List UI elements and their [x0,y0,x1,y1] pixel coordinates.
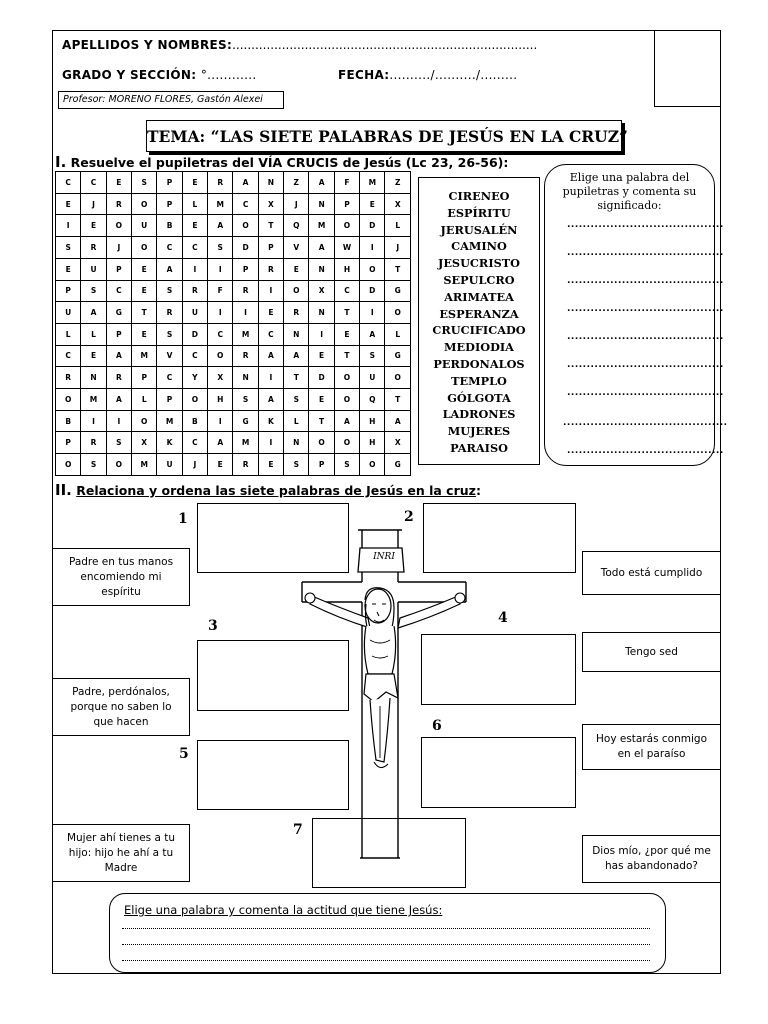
number-2: 2 [404,509,414,525]
grid-cell[interactable]: O [208,345,233,367]
word-item: ESPERANZA [439,306,519,321]
grid-cell[interactable]: A [360,323,385,345]
number-3: 3 [208,618,218,634]
elige-box [544,164,728,466]
grid-cell[interactable]: E [309,389,334,411]
grid-cell[interactable]: I [106,410,131,432]
photo-box [654,30,721,107]
grid-cell[interactable]: C [182,345,207,367]
grid-cell[interactable]: E [284,258,309,280]
grid-row [56,454,411,476]
word-search-grid [55,171,411,476]
grid-cell[interactable]: F [208,280,233,302]
word-item: GÓLGOTA [447,390,511,405]
grid-cell[interactable]: S [284,389,309,411]
grid-row [56,302,411,324]
apellidos-label: APELLIDOS Y NOMBRES: [62,38,233,52]
bottom-instruction: Elige una palabra y comenta la actitud que tiene Jesús: [124,903,443,917]
grid-row [56,258,411,280]
grid-row [56,432,411,454]
word-list-box [418,177,540,465]
grado-field [62,68,257,82]
number-4: 4 [498,610,508,626]
answer-box-4[interactable] [421,634,576,705]
grado-value: °............ [200,68,257,82]
phrase-cumplido: Todo está cumplido [582,551,721,595]
inri-sign-text: INRI [373,552,395,562]
grid-cell[interactable]: D [182,323,207,345]
grid-cell[interactable]: O [132,410,157,432]
grid-cell[interactable]: R [233,280,258,302]
grid-cell[interactable]: C [208,323,233,345]
grid-cell[interactable]: S [157,323,182,345]
word-item: SEPULCRO [443,272,515,287]
grid-cell[interactable]: C [157,237,182,259]
grid-cell[interactable]: P [106,258,131,280]
grid-cell[interactable]: E [258,302,283,324]
grid-cell[interactable]: O [56,389,81,411]
number-7: 7 [293,822,303,838]
grid-cell[interactable]: I [360,302,385,324]
elige-line[interactable]: ........................................ [567,304,724,314]
grid-cell[interactable]: X [385,193,411,215]
apellidos-field [62,38,537,52]
elige-instruction: Elige una palabra del pupiletras y comenta su significado: [562,171,697,212]
elige-line[interactable]: ........................................ [567,248,724,258]
grid-cell[interactable]: Q [360,389,385,411]
grid-cell[interactable]: P [258,237,283,259]
grid-cell[interactable]: I [309,323,334,345]
grid-cell[interactable]: O [56,454,81,476]
grid-cell[interactable]: M [132,345,157,367]
grid-cell[interactable]: W [334,237,359,259]
grid-cell[interactable]: L [182,193,207,215]
grid-cell[interactable]: O [360,258,385,280]
grid-cell[interactable]: T [385,258,411,280]
grid-cell[interactable]: M [157,410,182,432]
grid-cell[interactable]: O [309,432,334,454]
answer-box-1[interactable] [197,503,349,573]
grid-cell[interactable]: J [106,237,131,259]
grid-row [56,172,411,194]
word-item: PARAISO [450,440,508,455]
grid-cell[interactable]: M [208,193,233,215]
grid-cell[interactable]: Q [284,215,309,237]
grid-cell[interactable]: T [132,302,157,324]
grid-cell[interactable]: N [81,367,106,389]
grid-cell[interactable]: L [284,410,309,432]
grid-cell[interactable]: H [360,432,385,454]
grid-cell[interactable]: E [56,258,81,280]
elige-line[interactable]: ........................................ [567,220,724,230]
grid-cell[interactable]: S [284,454,309,476]
grid-cell[interactable]: P [157,172,182,194]
grid-cell[interactable]: O [385,302,411,324]
grid-cell[interactable]: V [157,345,182,367]
grid-cell[interactable]: I [208,258,233,280]
grid-cell[interactable]: I [360,237,385,259]
word-item: PERDONALOS [433,356,525,371]
section-2-colon: : [475,483,481,498]
phrase-abandonado: Dios mío, ¿por qué me has abandonado? [582,835,721,883]
grid-cell[interactable]: E [132,258,157,280]
grid-cell[interactable]: I [233,302,258,324]
number-5: 5 [179,746,189,762]
grid-cell[interactable]: J [81,193,106,215]
word-item: JESUCRISTO [437,256,521,271]
grid-cell[interactable]: G [385,280,411,302]
grid-cell[interactable]: L [385,215,411,237]
grid-cell[interactable]: S [132,172,157,194]
tema-title: TEMA: “LAS SIETE PALABRAS DE JESÚS EN LA CRUZ” [146,120,622,152]
answer-box-3[interactable] [197,640,349,711]
grid-cell[interactable]: E [258,454,283,476]
grid-cell[interactable]: E [208,454,233,476]
phrase-perdonalos: Padre, perdónalos, porque no saben lo que hacen [52,678,190,736]
grid-cell[interactable]: R [233,345,258,367]
grid-cell[interactable]: A [284,345,309,367]
grid-cell[interactable]: U [182,302,207,324]
phrase-mujer: Mujer ahí tienes a tu hijo: hijo he ahí a tu Madre [52,824,190,882]
grid-cell[interactable]: G [106,302,131,324]
grid-cell[interactable]: J [385,237,411,259]
fecha-label: FECHA: [338,68,390,82]
grid-cell[interactable]: I [208,410,233,432]
fecha-value: ........../........../......... [389,68,518,82]
grid-cell[interactable]: O [233,215,258,237]
section-2-number: II. [55,481,72,499]
grid-cell[interactable]: U [81,258,106,280]
answer-box-6[interactable] [421,737,576,808]
grid-cell[interactable]: F [334,172,359,194]
grid-cell[interactable]: L [81,323,106,345]
grid-cell[interactable]: G [385,454,411,476]
grid-cell[interactable]: P [309,454,334,476]
grid-cell[interactable]: P [132,367,157,389]
section-1-number: I. [55,153,67,171]
word-item: CIRENEO [448,189,510,203]
grid-cell[interactable]: P [157,389,182,411]
grid-cell[interactable]: I [258,432,283,454]
grid-cell[interactable]: R [106,193,131,215]
grid-cell[interactable]: A [309,237,334,259]
grid-cell[interactable]: Z [284,172,309,194]
grid-cell[interactable]: C [157,367,182,389]
grid-cell[interactable]: R [233,454,258,476]
grid-cell[interactable]: X [258,193,283,215]
elige-line[interactable]: ........................................ [567,276,724,286]
phrase-sed: Tengo sed [582,632,721,672]
grid-row [56,323,411,345]
grid-cell[interactable]: M [81,389,106,411]
grid-cell[interactable]: S [81,280,106,302]
grid-cell[interactable]: C [233,193,258,215]
grid-cell[interactable]: E [182,172,207,194]
grid-cell[interactable]: R [81,237,106,259]
grid-cell[interactable]: D [233,237,258,259]
grid-cell[interactable]: X [385,432,411,454]
grid-cell[interactable]: D [309,367,334,389]
grid-cell[interactable]: H [208,389,233,411]
grid-cell[interactable]: A [81,302,106,324]
grid-cell[interactable]: E [81,345,106,367]
word-item: TEMPLO [451,373,507,388]
grid-cell[interactable]: P [56,280,81,302]
grid-cell[interactable]: C [56,172,81,194]
grid-cell[interactable]: I [81,410,106,432]
grid-cell[interactable]: N [309,193,334,215]
grid-cell[interactable]: A [258,389,283,411]
elige-line[interactable]: .......................................... [563,418,728,428]
grid-cell[interactable]: G [385,345,411,367]
grid-cell[interactable]: S [208,237,233,259]
grid-cell[interactable]: B [182,410,207,432]
grid-row [56,410,411,432]
grid-cell[interactable]: X [132,432,157,454]
section-2-text: Relaciona y ordena las siete palabras de Jesús en la cruz [76,483,476,498]
grid-cell[interactable]: S [233,389,258,411]
bottom-line-2[interactable] [122,944,650,945]
number-1: 1 [178,511,188,527]
grid-cell[interactable]: P [157,193,182,215]
grid-row [56,237,411,259]
grid-cell[interactable]: K [157,432,182,454]
grid-cell[interactable]: C [182,432,207,454]
grid-cell[interactable]: E [132,280,157,302]
grid-cell[interactable]: R [208,172,233,194]
grid-cell[interactable]: A [208,432,233,454]
word-item: ARIMATEA [444,289,514,304]
grid-cell[interactable]: M [233,323,258,345]
grid-cell[interactable]: U [132,215,157,237]
grid-cell[interactable]: O [334,432,359,454]
grid-cell[interactable]: O [106,215,131,237]
grid-cell[interactable]: N [233,367,258,389]
grid-cell[interactable]: L [132,389,157,411]
grid-cell[interactable]: S [360,345,385,367]
grid-cell[interactable]: T [334,302,359,324]
grid-cell[interactable]: C [106,280,131,302]
grid-cell[interactable]: E [360,193,385,215]
grid-cell[interactable]: A [334,410,359,432]
bottom-comment-box [109,893,666,973]
grid-cell[interactable]: R [182,280,207,302]
grid-cell[interactable]: C [334,280,359,302]
elige-line[interactable]: ........................................ [567,360,724,370]
grid-cell[interactable]: U [56,302,81,324]
grid-cell[interactable]: T [258,215,283,237]
grid-cell[interactable]: E [56,193,81,215]
grid-cell[interactable]: E [309,345,334,367]
grid-cell[interactable]: A [157,258,182,280]
grid-cell[interactable]: M [132,454,157,476]
profesor-box: Profesor: MORENO FLORES, Gastón Alexei [58,91,284,109]
apellidos-dots: ................................................................................ [232,38,538,52]
grid-cell[interactable]: T [334,345,359,367]
answer-box-5[interactable] [197,740,349,810]
grid-cell[interactable]: A [309,172,334,194]
grid-row [56,215,411,237]
word-item: JERUSALÉN [440,222,518,237]
grid-cell[interactable]: M [309,215,334,237]
grid-cell[interactable]: E [81,215,106,237]
grid-cell[interactable]: R [157,302,182,324]
grid-cell[interactable]: R [284,302,309,324]
grid-cell[interactable]: O [132,237,157,259]
grid-cell[interactable]: C [56,345,81,367]
grid-cell[interactable]: S [157,280,182,302]
word-item: MEDIODIA [444,340,514,355]
grid-cell[interactable]: L [56,323,81,345]
grid-row [56,389,411,411]
grid-row [56,345,411,367]
grid-cell[interactable]: A [258,345,283,367]
grid-cell[interactable]: N [284,432,309,454]
number-6: 6 [432,718,442,734]
grid-cell[interactable]: B [56,410,81,432]
bottom-line-3[interactable] [122,960,650,961]
grid-cell[interactable]: E [334,323,359,345]
grid-cell[interactable]: A [208,215,233,237]
grid-cell[interactable]: S [334,454,359,476]
grid-cell[interactable]: E [182,215,207,237]
grid-cell[interactable]: S [106,432,131,454]
grid-cell[interactable]: O [334,367,359,389]
grid-cell[interactable]: N [258,172,283,194]
grid-cell[interactable]: J [182,454,207,476]
grid-cell[interactable]: M [233,432,258,454]
grid-cell[interactable]: T [284,367,309,389]
grid-cell[interactable]: Y [182,367,207,389]
grid-cell[interactable]: O [106,454,131,476]
grid-cell[interactable]: O [182,389,207,411]
answer-box-2[interactable] [423,503,576,573]
section-1-title [55,153,508,171]
grid-cell[interactable]: O [284,280,309,302]
grid-cell[interactable]: U [157,454,182,476]
grid-cell[interactable]: D [360,215,385,237]
grid-cell[interactable]: M [360,172,385,194]
grid-cell[interactable]: A [233,172,258,194]
grid-cell[interactable]: O [334,389,359,411]
grid-cell[interactable]: C [182,237,207,259]
grado-label: GRADO Y SECCIÓN: [62,68,197,82]
grid-cell[interactable]: G [233,410,258,432]
grid-cell[interactable]: V [284,237,309,259]
grid-cell[interactable]: H [360,410,385,432]
grid-cell[interactable]: U [360,367,385,389]
grid-cell[interactable]: B [157,215,182,237]
grid-cell[interactable]: E [106,172,131,194]
grid-cell[interactable]: N [309,258,334,280]
grid-cell[interactable]: O [334,215,359,237]
grid-cell[interactable]: O [385,367,411,389]
grid-cell[interactable]: R [106,367,131,389]
grid-cell[interactable]: T [385,389,411,411]
bottom-line-1[interactable] [122,928,650,929]
grid-cell[interactable]: R [81,432,106,454]
word-item: CAMINO [451,239,507,254]
word-item: LADRONES [442,407,516,422]
grid-cell[interactable]: A [385,410,411,432]
grid-cell[interactable]: P [233,258,258,280]
section-2-title [55,481,481,499]
grid-cell[interactable]: O [132,193,157,215]
word-item: MUJERES [447,424,511,439]
grid-cell[interactable]: N [284,323,309,345]
grid-cell[interactable]: R [56,367,81,389]
section-1-text: Resuelve el pupiletras del VÍA CRUCIS de Jesús (Lc 23, 26-56): [70,155,509,170]
phrase-padre-manos: Padre en tus manos encomiendo mi espíritu [52,548,190,606]
grid-cell[interactable]: O [360,454,385,476]
grid-row [56,280,411,302]
grid-cell[interactable]: X [309,280,334,302]
grid-cell[interactable]: L [385,323,411,345]
grid-cell[interactable]: K [258,410,283,432]
grid-row [56,193,411,215]
grid-cell[interactable]: I [182,258,207,280]
grid-cell[interactable]: C [258,323,283,345]
grid-cell[interactable]: H [334,258,359,280]
grid-cell[interactable]: S [81,454,106,476]
grid-cell[interactable]: A [106,389,131,411]
grid-cell[interactable]: I [208,302,233,324]
grid-cell[interactable]: T [309,410,334,432]
answer-box-7[interactable] [312,818,466,888]
word-item: ESPÍRITU [447,205,511,220]
grid-cell[interactable]: P [106,323,131,345]
grid-cell[interactable]: C [81,172,106,194]
grid-cell[interactable]: Z [385,172,411,194]
grid-cell[interactable]: P [56,432,81,454]
grid-row [56,367,411,389]
phrase-paraiso: Hoy estarás conmigo en el paraíso [582,724,721,770]
elige-line[interactable]: ........................................ [567,332,724,342]
grid-cell[interactable]: X [208,367,233,389]
grid-cell[interactable]: P [334,193,359,215]
grid-cell[interactable]: J [284,193,309,215]
elige-line[interactable]: ........................................ [567,446,724,456]
grid-cell[interactable]: A [106,345,131,367]
grid-cell[interactable]: N [309,302,334,324]
fecha-field [338,68,517,82]
grid-cell[interactable]: E [132,323,157,345]
grid-cell[interactable]: R [258,258,283,280]
grid-cell[interactable]: D [360,280,385,302]
word-item: CRUCIFICADO [432,323,526,338]
grid-cell[interactable]: I [258,280,283,302]
grid-cell[interactable]: S [56,237,81,259]
elige-line[interactable]: ........................................ [567,388,724,398]
grid-cell[interactable]: I [56,215,81,237]
grid-cell[interactable]: I [258,367,283,389]
